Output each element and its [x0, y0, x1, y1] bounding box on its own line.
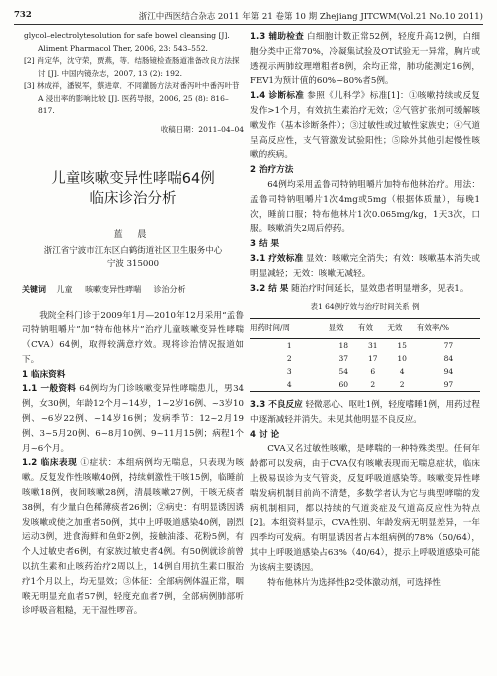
table-caption: 表1 64例疗效与治疗时间关系 例 — [310, 302, 420, 312]
paragraph: 3.1 疗效标准 显效：咳嗽完全消失；有效：咳嗽基本消失或明显减轻；无效：咳嗽无减轻。 — [250, 253, 480, 279]
intro-paragraph: 我院全科门诊于2009年1月—2010年12月采用“孟鲁司特钠咀嚼片”加“特布他林片”治疗儿童咳嗽变异性哮喘（CVA）64例，取得较满意疗效。现将诊治情况报道如下。 — [22, 310, 244, 365]
section-heading: 1 临床资料 — [22, 369, 66, 380]
table-header-cell: 显效 — [329, 319, 358, 339]
table-cell: 2 — [286, 353, 292, 363]
table-cell: 4 — [399, 366, 405, 376]
article-title — [22, 169, 244, 209]
section-heading: 4 讨 论 — [250, 429, 280, 440]
keyword: 咳嗽变异性哮喘 — [85, 284, 142, 294]
table-cell: 37 — [338, 353, 349, 363]
keyword: 诊治分析 — [153, 284, 186, 294]
subsection-heading: 1.2 临床表现 — [22, 458, 78, 469]
reference-item: glycol–electrolytesolution for safe bowel cleansing [J]. Aliment Pharmacol Ther, 2006, 23: 543–552. — [24, 31, 230, 53]
table-cell: 10 — [397, 353, 407, 363]
paragraph: 1.3 辅助检查 白细胞计数正常52例，轻度升高12例，白细胞分类中正常70%，冷凝集试验及OT试验无一异常，胸片或透视示两肺纹理增粗者8例，余均正常，肺功能测定16例，FEV1为预计值的60%~80%者5例。 — [250, 32, 481, 87]
table-header-cell: 无效 — [387, 319, 416, 339]
table-cell: 94 — [443, 366, 454, 376]
table-cell: 15 — [397, 340, 407, 350]
paragraph: 1.2 临床表现 ①症状：本组病例均无喘息，只表现为咳嗽。反复发作性咳嗽40例，持续刺激性干咳15例，临睡前咳嗽18例，夜间咳嗽28例，清晨咳嗽27例，干咳无痰者38例，有少量白色稀薄痰者26例；②病史：有明显诱因诱发咳嗽或使之加重者50例，其中上呼吸道感染40例，剧烈运动3例，进食海鲜和鱼虾2例，接触油漆、花粉5例，有个人过敏史者6例，有家族过敏史者4例。有50例就诊前曾以抗生素和止咳药治疗2周以上，14例自用抗生素口服治疗1个月以上，均无显效；③体征：全部病例体温正常，咽喉无明显充血者57例，轻度充血者7例，全部病例肺部听诊呼吸音粗糙，无干湿性啰音。 — [22, 458, 245, 617]
table-row — [250, 378, 480, 392]
affiliation-line: 宁波 315000 — [106, 258, 160, 269]
table-cell: 2 — [358, 378, 387, 392]
section-heading: 2 治疗方法 — [250, 165, 294, 176]
subsection-heading: 1.4 诊断标准 — [250, 91, 305, 102]
received-date: 收稿日期：2011–04–04 — [160, 124, 244, 134]
previous-article-references — [22, 30, 244, 118]
title-line: 儿童咳嗽变异性哮喘64例 — [51, 170, 215, 187]
table-cell: 54 — [338, 366, 349, 376]
table-cell: 6 — [370, 366, 376, 376]
header-rule — [14, 24, 483, 25]
table-header-cell: 有效 — [358, 319, 387, 339]
keywords-label: 关键词 — [22, 284, 46, 294]
table-cell: 1 — [286, 340, 292, 350]
right-column — [250, 30, 480, 590]
affiliation — [22, 245, 244, 271]
paragraph: 1.1 一般资料 64例均为门诊咳嗽变异性哮喘患儿，男34例，女30例，年龄12个月~14岁，1~2岁16例、~3岁10例、~6岁22例、~14岁16例；发病季节：12~2月19例、3~5月20例、6~8月10例、9~11月15例；病程1个月~6个月。 — [22, 384, 245, 454]
page-number: 732 — [14, 10, 32, 20]
author: 蓝 晨 — [113, 229, 153, 240]
subsection-heading: 1.3 辅助检查 — [250, 32, 304, 42]
results-table — [250, 300, 480, 392]
table-cell: 4 — [250, 378, 329, 392]
table-row — [250, 352, 480, 365]
title-line: 临床诊治分析 — [89, 190, 177, 207]
paragraph: 1.4 诊断标准 参照《儿科学》标准[1]：①咳嗽持续或反复发作>1个月，有效抗生素治疗无效；②气管扩张剂可缓解咳嗽发作（基本诊断条件）；③过敏性或过敏性家族史；④气道呈高反应性，支气管激发试验阳性；⑤除外其他引起慢性咳嗽的疾病。 — [250, 91, 480, 161]
table-header-cell: 用药时间/周 — [250, 319, 329, 339]
paragraph: 特布他林片为选择性β2受体激动剂，可选择性 — [267, 577, 441, 588]
table-header-cell: 有效率/% — [417, 319, 480, 339]
keywords — [22, 284, 244, 295]
table-cell: 97 — [417, 378, 480, 392]
affiliation-line: 浙江省宁波市江东区白鹤街道社区卫生服务中心 — [43, 245, 223, 256]
reference-item: [3] 林成祥，潘锐军，蔡进章．不同灌肠方法对番泻叶中番泻叶苷 A 浸出率的影响比较 [J]. 医药导报，2006, 25 (8): 816–817. — [24, 81, 240, 115]
table-row — [250, 365, 480, 378]
running-header — [14, 10, 483, 24]
subsection-heading: 3.1 疗效标准 — [250, 253, 304, 264]
table-cell: 77 — [443, 340, 454, 350]
left-column — [22, 30, 244, 619]
paragraph: 3.2 结 果 随治疗时间延长，显效患者明显增多，见表1。 — [250, 283, 469, 294]
table-row — [250, 338, 480, 352]
subsection-heading: 3.2 结 果 — [250, 283, 289, 294]
subsection-heading: 1.1 一般资料 — [22, 384, 77, 395]
paragraph: CVA又名过敏性咳嗽，是哮喘的一种特殊类型。任何年龄都可以发病，由于CVA仅有咳嗽表现而无喘息症状，临床上极易误诊为支气管炎，反复呼吸道感染等。咳嗽变异性哮喘发病机制目前尚不清楚，多数学者认为它与典型哮喘的发病机制相同，都以持续的气道炎症及气道高反应性为特点[2]。本组资料显示，CVA性别、年龄发病无明显差异，一年四季均可发病。有明显诱因者占本组病例的78%（50/64），其中上呼吸道感染占63%（40/64），提示上呼吸道感染可能为该病主要诱因。 — [250, 444, 480, 573]
table-header-row — [250, 319, 480, 339]
section-heading: 3 结 果 — [250, 239, 280, 250]
reference-item: [2] 肖定华，沈守荣，贾燕，等．结肠镜检查肠道准备改良方法探讨 [J]. 中国内镜杂志，2007, 13 (2): 192. — [24, 56, 240, 78]
paragraph: 3.3 不良反应 轻微恶心、呕吐1例，轻度嗜睡1例，用药过程中逐渐减轻并消失。未见其他明显不良反应。 — [250, 399, 481, 425]
table-cell: 31 — [367, 340, 378, 350]
table-cell: 60 — [329, 378, 358, 392]
journal-citation: 浙江中西医结合杂志 2011 年第 21 卷第 10 期 Zhejiang JITCWM(Vol.21 No.10 2011) — [138, 12, 483, 22]
left-body — [22, 309, 244, 620]
table-cell: 3 — [286, 366, 292, 376]
table-cell: 17 — [367, 353, 378, 363]
table-cell: 84 — [443, 353, 454, 363]
right-body — [250, 30, 480, 590]
table-cell: 18 — [338, 340, 349, 350]
table-cell: 2 — [387, 378, 416, 392]
keyword: 儿童 — [56, 284, 73, 294]
paragraph: 64例均采用孟鲁司特钠咀嚼片加特布他林治疗。用法：孟鲁司特钠咀嚼片1次4mg或5mg（根据体质量），每晚1次，睡前口服；特布他林片1次0.065mg/kg，1天3次，口服。咳嗽消失2周后停药。 — [250, 179, 480, 235]
subsection-heading: 3.3 不良反应 — [250, 399, 303, 410]
